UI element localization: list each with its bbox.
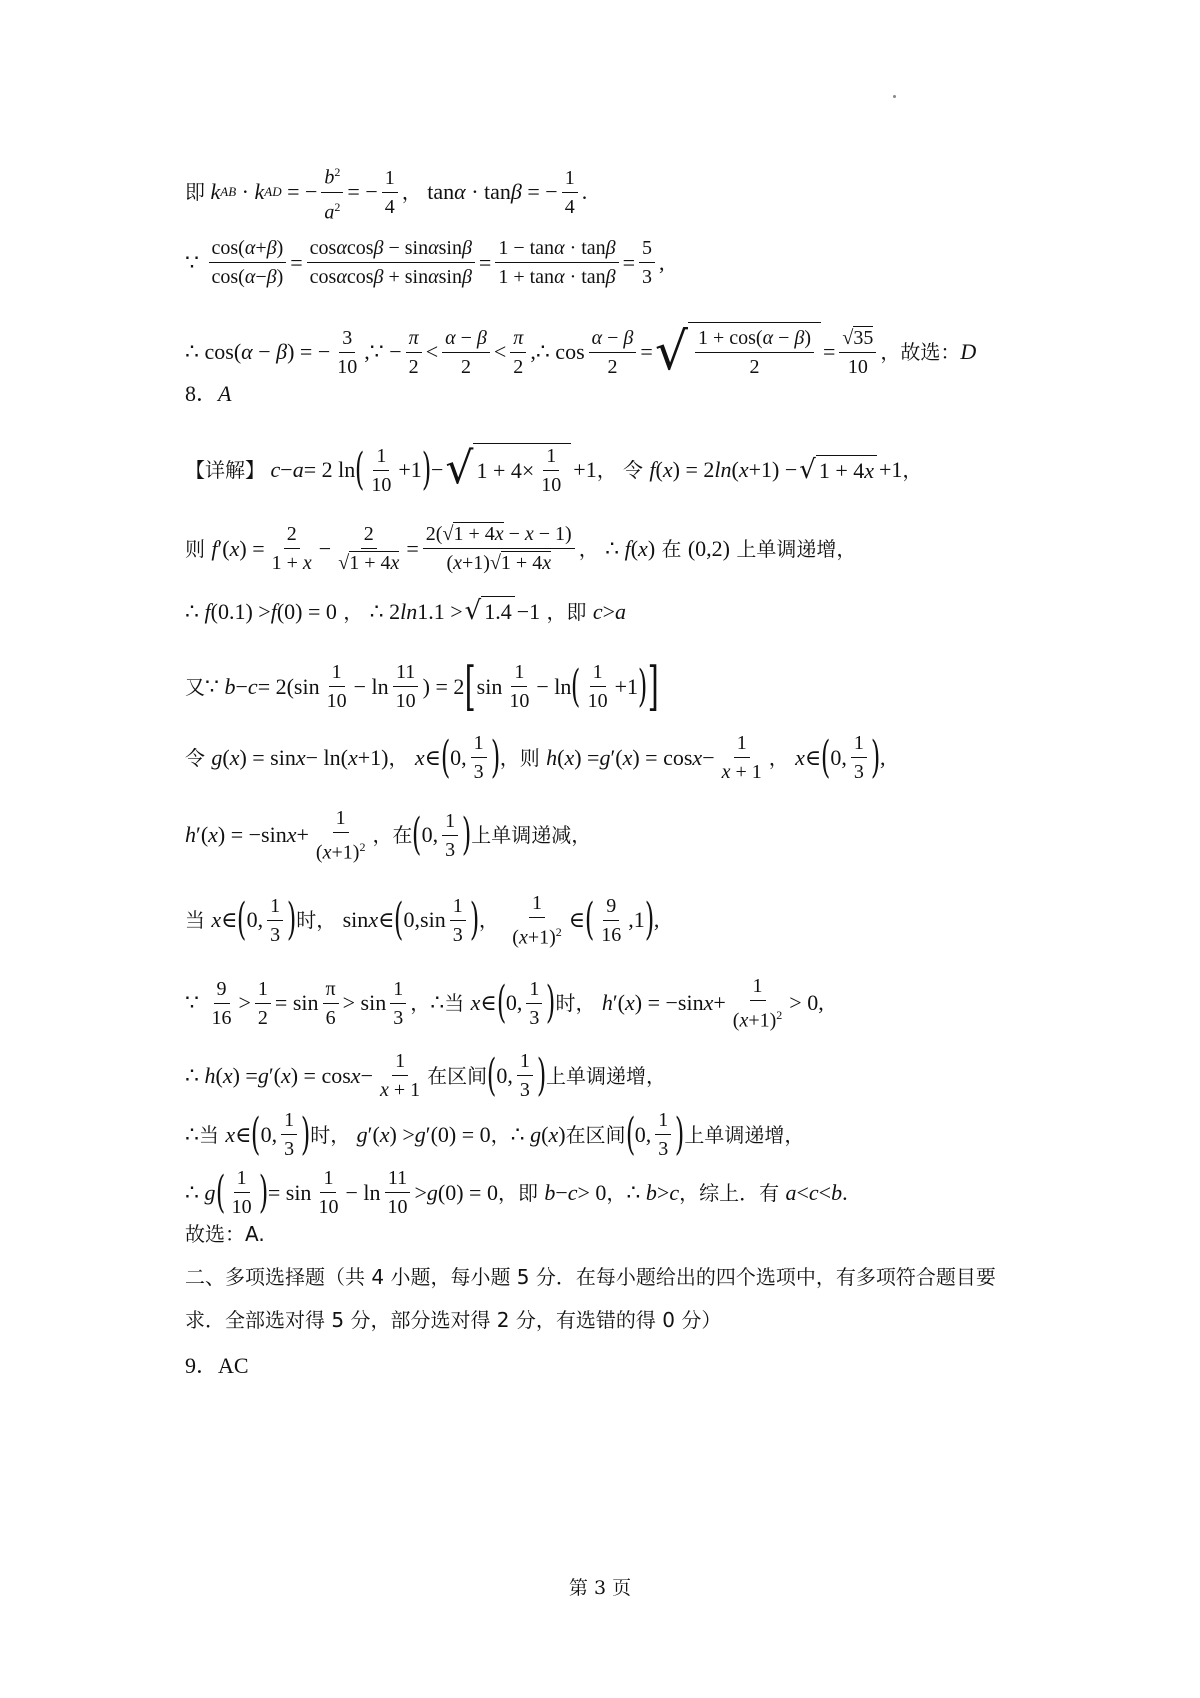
solution-line-14: ∴ 当 x ∈ ( 0, $\frac{1}{3}$ ) 时， g ′( x ) > g ′(0) = 0 ， ∴ g ( x ) 在区间 ( 0, $\frac{1}{3}$ ) 上单调递增， [185,1108,805,1160]
solution-line-5: 【详解】 c − a = 2 ln ( $\frac{1}{10}$ +1 ) − √ 1 + 4× $\frac{1}{10}$ +1 ， 令 f ( x ) = 2 ln ( x +1) − √ 1 + 4 x +1 ， [185,443,923,496]
solution-line-10: h ′( x ) = −sin x + $\frac{1}{(x+1)^2}$ ，在 ( 0, $\frac{1}{3}$ ) 上单调递减， [185,807,592,864]
solution-line-3: ∴ cos(α − β) = − $\frac{3}{10}$ ,∵ − $\frac{\pi}{2}$ < $\frac{\alpha - \beta}{2}$ < $\frac{\pi}{2}$ ,∴ cos $\frac{\alpha - \beta}{2}$ = √ $\frac{1 + \cos(\alpha - \beta)}{2}$ = $\frac{√35}{10}$ ，故选： D [185,322,977,382]
solution-line-2: ∵ $\frac{\cos(\alpha+\beta)}{\cos(\alpha-\beta)}$ = $\frac{\cos\alpha\cos\beta - \sin\alpha\sin\beta}{\cos\alpha\cos\beta + \sin\alpha\sin\beta}$ = $\frac{1 - \tan\alpha \cdot \tan\beta}{1 + \tan\alpha \cdot \tan\beta}$ = $\frac{5}{3}$ , [185,237,665,288]
page-number: 第 3 页 [568,1577,632,1599]
solution-line-11: 当 x ∈ ( 0, $\frac{1}{3}$ ) 时， sin x ∈ ( 0,sin $\frac{1}{3}$ ) ， $\frac{1}{(x+1)^2}$ ∈ ( $\frac{9}{16}$ ,1 ) , [185,892,660,949]
solution-line-1: 即 k AB · k AD = − $\frac{b^2}{a^2}$ = − $\frac{1}{4}$ ， tan α · tan β = − $\frac{1}{4}$ . [185,160,587,224]
solution-line-8: 又 ∵ b − c = 2(sin $\frac{1}{10}$ − ln $\frac{11}{10}$ ) = 2 [ sin $\frac{1}{10}$ − ln ( $\frac{1}{10}$ +1 ) ] [185,656,659,717]
final-answer-8: 故选：A. [185,1222,265,1246]
solution-line-6: 则 f ′( x ) = $\frac{2}{1 + x}$ − $\frac{2}{√1 + 4x}$ = $\frac{2(√1 + 4x - x - 1)}{(x+1)√1 + 4x}$ ， ∴ f ( x ) 在 (0,2) 上单调递增， [185,523,857,574]
solution-line-9: 令 g ( x ) = sin x − ln( x +1) ， x ∈ ( 0, $\frac{1}{3}$ ) ，则 h ( x ) = g ′( x ) = cos x − $\frac{1}{x + 1}$ ， x ∈ ( 0, $\frac{1}{3}$ ) , [185,731,886,783]
section-heading-line-2: 求．全部选对得 5 分，部分选对得 2 分，有选错的得 0 分） [185,1308,722,1332]
stray-dot [893,95,896,98]
solution-line-12: ∵ $\frac{9}{16}$ > $\frac{1}{2}$ = sin $\frac{\pi}{6}$ > sin $\frac{1}{3}$ ， ∴ 当 x ∈ ( 0, $\frac{1}{3}$ ) 时， h ′( x ) = −sin x + $\frac{1}{(x+1)^2}$ > 0, [185,975,824,1032]
solution-line-7: ∴ f (0.1) > f (0) = 0 ， ∴ 2 ln 1.1 > √ 1.4 −1 ，即 c > a [185,596,627,626]
solution-line-13: ∴ h ( x ) = g ′( x ) = cos x − $\frac{1}{x + 1}$ 在区间 ( 0, $\frac{1}{3}$ ) 上单调递增， [185,1049,666,1101]
solution-line-15: ∴ g ( $\frac{1}{10}$ ) = sin $\frac{1}{10}$ − ln $\frac{11}{10}$ > g (0) = 0 ，即 b − c > 0 ， ∴ b > c ，综上．有 a < c < b . [185,1166,848,1218]
answer-9: 9．AC [185,1353,249,1378]
section-heading-line-1: 二、多项选择题（共 4 小题，每小题 5 分．在每小题给出的四个选项中，有多项符合题目要 [185,1265,996,1289]
answer-8: 8． A [185,381,232,406]
